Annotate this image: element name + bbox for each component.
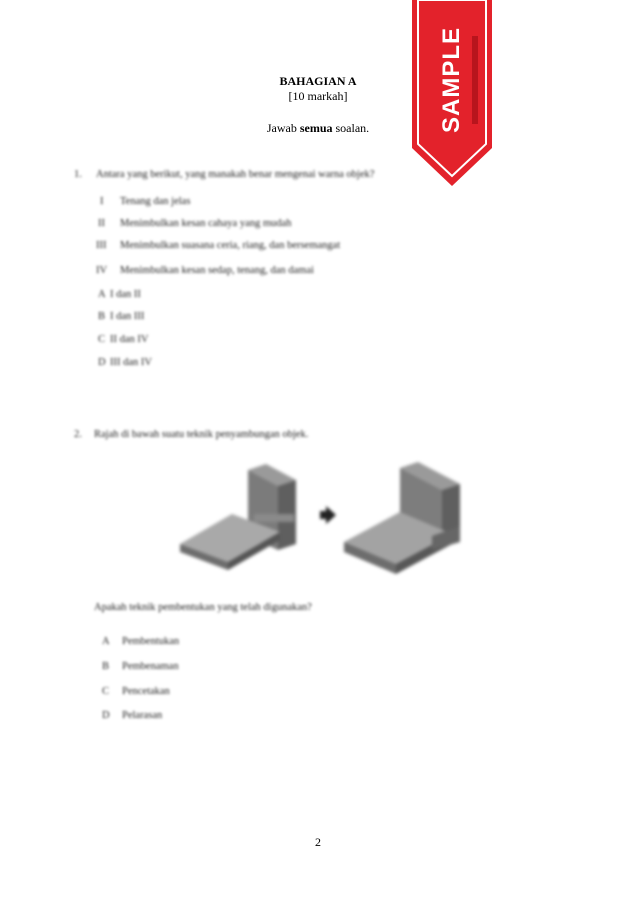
question-2-stem: Rajah di bawah suatu teknik penyambungan objek. [94,429,309,440]
q1-option-text: II dan IV [110,334,149,345]
joint-after [344,462,460,574]
joint-before [180,464,296,570]
q2-option-text: Pencetakan [122,686,170,697]
section-header [0,74,636,104]
question-2-number: 2. [74,429,82,440]
section-marks: [10 markah] [288,89,348,103]
q1-statement-roman: IV [96,265,108,276]
q1-statement-text: Menimbulkan suasana ceria, riang, dan bersemangat [120,240,341,251]
q1-statement-text: Tenang dan jelas [120,196,191,207]
q1-option-letter: C [98,334,106,345]
arrow-right-icon [320,506,336,524]
watermark-label: SAMPLE [438,26,465,134]
watermark-label-wrap [410,0,494,150]
q2-option-letter: A [102,636,110,647]
q1-statement-text: Menimbulkan kesan cahaya yang mudah [120,218,292,229]
q1-statement-text: Menimbulkan kesan sedap, tenang, dan damai [120,265,314,276]
q2-option-letter: C [102,686,110,697]
q1-statement-roman: I [100,196,104,207]
instruction-emphasis: semua [299,121,333,135]
section-title: BAHAGIAN A [279,74,357,88]
question-1-number: 1. [74,169,82,180]
question-1-stem: Antara yang berikut, yang manakah benar mengenai warna objek? [96,169,375,180]
instruction [0,121,636,136]
q1-statement-roman: III [96,240,107,251]
q1-statement-roman: II [98,218,105,229]
q2-option-text: Pembenaman [122,661,179,672]
q1-option-letter: A [98,289,106,300]
q1-option-text: I dan III [110,311,145,322]
q2-option-text: Pembentukan [122,636,180,647]
q1-option-letter: D [98,357,106,368]
instruction-prefix: Jawab [266,121,300,135]
question-2-question: Apakah teknik pembentukan yang telah digunakan? [94,602,312,613]
q1-option-text: I dan II [110,289,141,300]
q2-option-letter: D [102,710,110,721]
q2-option-letter: B [102,661,110,672]
page-number: 2 [315,835,321,849]
joint-diagram [170,458,480,578]
q1-option-text: III dan IV [110,357,152,368]
q2-option-text: Pelarasan [122,710,163,721]
q1-option-letter: B [98,311,106,322]
instruction-suffix: soalan. [332,121,370,135]
